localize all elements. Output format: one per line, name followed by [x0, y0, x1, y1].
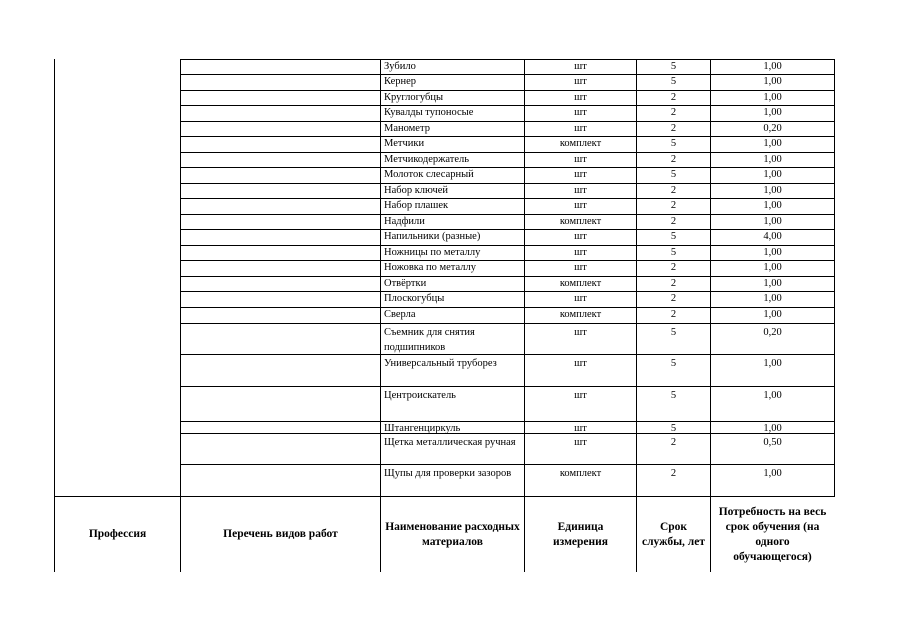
material-name: Молоток слесарный	[384, 169, 474, 180]
unit-of-measure: шт	[574, 390, 587, 401]
material-name: Щупы для проверки зазоров	[384, 468, 512, 479]
required-quantity: 1,00	[763, 76, 782, 87]
unit-of-measure: шт	[574, 423, 587, 433]
material-name: Зубило	[384, 61, 416, 72]
required-quantity: 1,00	[763, 185, 782, 196]
service-life: 2	[670, 437, 677, 448]
service-life: 5	[670, 423, 677, 433]
service-life: 5	[670, 247, 677, 258]
service-life: 5	[670, 390, 677, 401]
service-life: 2	[670, 154, 677, 165]
unit-of-measure: шт	[574, 169, 587, 180]
service-life: 2	[670, 262, 677, 273]
material-name: Универсальный труборез	[384, 358, 497, 369]
service-life: 5	[670, 76, 677, 87]
required-quantity: 1,00	[763, 169, 782, 180]
header-materials: Наименование расходных материалов	[385, 520, 520, 548]
unit-of-measure: шт	[574, 200, 587, 211]
material-name: Центроискатель	[384, 390, 456, 401]
required-quantity: 1,00	[763, 216, 782, 227]
header-service-life: Срок службы, лет	[641, 520, 706, 548]
unit-of-measure: шт	[574, 123, 587, 134]
header-work-types: Перечень видов работ	[223, 528, 338, 540]
material-name: Штангенциркуль	[384, 423, 461, 433]
required-quantity: 1,00	[763, 138, 782, 149]
material-name: Плоскогубцы	[384, 293, 445, 304]
unit-of-measure: шт	[574, 437, 587, 448]
service-life: 2	[670, 293, 677, 304]
required-quantity: 1,00	[763, 358, 782, 369]
unit-of-measure: шт	[574, 327, 587, 338]
material-name: Набор ключей	[384, 185, 449, 196]
service-life: 2	[670, 185, 677, 196]
service-life: 2	[670, 123, 677, 134]
required-quantity: 1,00	[763, 61, 782, 72]
required-quantity: 1,00	[763, 154, 782, 165]
unit-of-measure: шт	[574, 247, 587, 258]
required-quantity: 0,50	[763, 437, 782, 448]
unit-of-measure: шт	[574, 293, 587, 304]
service-life: 2	[670, 278, 677, 289]
required-quantity: 1,00	[763, 200, 782, 211]
service-life: 2	[670, 200, 677, 211]
material-name: Метчикодержатель	[384, 154, 470, 165]
unit-of-measure: шт	[574, 358, 587, 369]
unit-of-measure: комплект	[559, 138, 602, 149]
material-name: Щетка металлическая ручная	[384, 437, 516, 448]
header-unit: Единица измерения	[553, 520, 608, 548]
unit-of-measure: комплект	[559, 278, 602, 289]
required-quantity: 1,00	[763, 390, 782, 401]
material-name: Метчики	[384, 138, 425, 149]
service-life: 2	[670, 107, 677, 118]
unit-of-measure: шт	[574, 61, 587, 72]
material-name: Кувалды тупоносые	[384, 107, 474, 118]
material-name: Круглогубцы	[384, 92, 444, 103]
service-life: 2	[670, 309, 677, 320]
service-life: 5	[670, 231, 677, 242]
material-name: Ножовка по металлу	[384, 262, 476, 273]
required-quantity: 1,00	[763, 262, 782, 273]
unit-of-measure: шт	[574, 262, 587, 273]
required-quantity: 1,00	[763, 309, 782, 320]
required-quantity: 1,00	[763, 92, 782, 103]
material-name: Съемник для снятия подшипников	[384, 327, 475, 353]
service-life: 5	[670, 138, 677, 149]
service-life: 5	[670, 327, 677, 338]
material-name: Сверла	[384, 309, 416, 320]
required-quantity: 0,20	[763, 123, 782, 134]
unit-of-measure: шт	[574, 185, 587, 196]
required-quantity: 1,00	[763, 423, 782, 433]
material-name: Надфили	[384, 216, 425, 227]
unit-of-measure: шт	[574, 76, 587, 87]
unit-of-measure: шт	[574, 92, 587, 103]
material-name: Ножницы по металлу	[384, 247, 481, 258]
required-quantity: 1,00	[763, 293, 782, 304]
required-quantity: 1,00	[763, 247, 782, 258]
required-quantity: 4,00	[763, 231, 782, 242]
material-name: Набор плашек	[384, 200, 449, 211]
required-quantity: 1,00	[763, 107, 782, 118]
unit-of-measure: шт	[574, 107, 587, 118]
material-name: Напильники (разные)	[384, 231, 481, 242]
service-life: 2	[670, 92, 677, 103]
service-life: 5	[670, 358, 677, 369]
header-need: Потребность на весь срок обучения (на одного обучающегося)	[718, 505, 827, 563]
material-name: Манометр	[384, 123, 430, 134]
unit-of-measure: комплект	[559, 309, 602, 320]
service-life: 5	[670, 169, 677, 180]
unit-of-measure: шт	[574, 231, 587, 242]
required-quantity: 1,00	[763, 278, 782, 289]
service-life: 5	[670, 61, 677, 72]
service-life: 2	[670, 468, 677, 479]
required-quantity: 0,20	[763, 327, 782, 338]
service-life: 2	[670, 216, 677, 227]
unit-of-measure: шт	[574, 154, 587, 165]
required-quantity: 1,00	[763, 468, 782, 479]
material-name: Кернер	[384, 76, 417, 87]
header-profession: Профессия	[88, 528, 147, 540]
unit-of-measure: комплект	[559, 216, 602, 227]
unit-of-measure: комплект	[559, 468, 602, 479]
material-name: Отвёртки	[384, 278, 427, 289]
